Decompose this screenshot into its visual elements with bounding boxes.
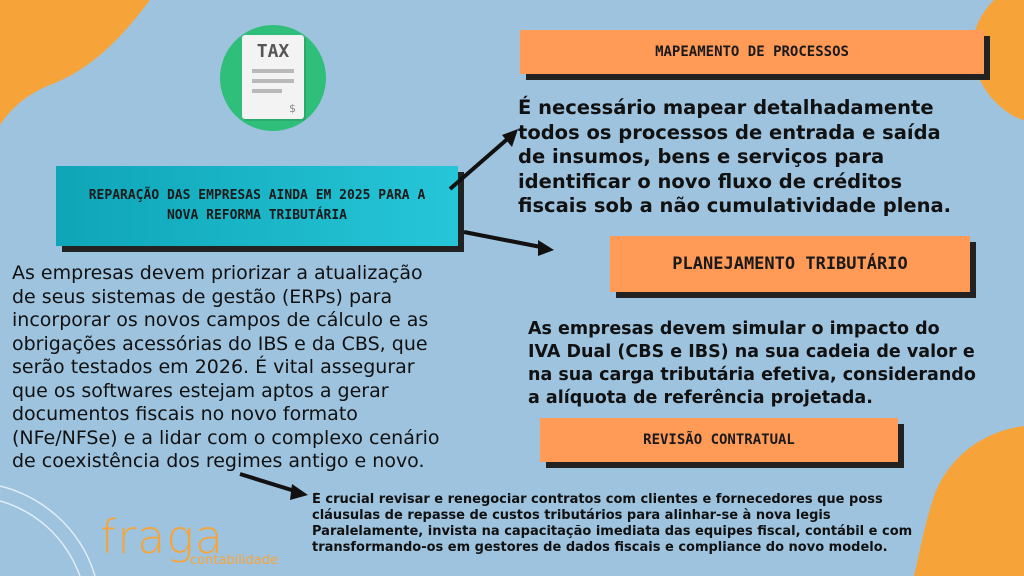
dollar-icon: $ — [289, 102, 296, 115]
section1-paragraph: É necessário mapear detalhadamente todos os processos de entrada e saída de insumos, bens e serviços para identificar o novo fluxo de créditos fiscais sob a não cumulatividade plena. — [518, 96, 952, 217]
tax-paper — [242, 35, 304, 119]
tax-label: TAX — [256, 41, 290, 62]
section2-paragraph: As empresas devem simular o impacto do IVA Dual (CBS e IBS) na sua cadeia de valor e na sua carga tributária efetiva, considerando a alíquota de referência projetada. — [528, 319, 976, 408]
fraga-logo-subtitle: contabilidade — [190, 553, 278, 568]
decorative-blob-top-left — [0, 0, 160, 130]
tax-lines — [252, 69, 294, 99]
left-line: que os softwares estejam aptos a gerar — [12, 379, 389, 402]
left-line: incorporar os novos campos de cálculo e as — [12, 309, 429, 331]
section2-title-box — [610, 236, 970, 292]
section1-title: MAPEAMENTO DE PROCESSOS — [655, 44, 849, 60]
section3-paragraph: É crucial revisar e renegociar contratos com clientes e fornecedores que poss cláusulas de repasse de custos tributários para alinhar-se à nova legis Paralelamente, invista na capacitação imediata das equipes fiscal, contábil e com transformando-os em gestores de dados fiscais e compliance do novo modelo. — [312, 492, 913, 555]
section1-title-box — [520, 30, 984, 74]
left-line: As empresas devem priorizar a atualização — [12, 262, 423, 284]
arrow-right-icon — [460, 220, 560, 260]
section3-title: REVISÃO CONTRATUAL — [643, 432, 795, 448]
center-title-box — [56, 166, 458, 246]
left-line: documentos fiscais no novo formato — [12, 403, 358, 425]
left-line: (NFe/NFSe) e a lidar com o complexo cenário — [12, 426, 440, 449]
section2-title: PLANEJAMENTO TRIBUTÁRIO — [672, 254, 908, 274]
left-paragraph — [12, 262, 502, 474]
left-line: de seus sistemas de gestão (ERPs) para — [12, 285, 393, 308]
section3-title-box — [540, 418, 898, 462]
left-line: de coexistência dos regimes antigo e novo. — [12, 450, 425, 472]
tax-document-icon — [220, 25, 326, 131]
center-title: REPARAÇÃO DAS EMPRESAS AINDA EM 2025 PARA A NOVA REFORMA TRIBUTÁRIA — [88, 188, 426, 223]
left-line: serão testados em 2026. É vital assegurar — [12, 356, 415, 378]
left-line: obrigações acessórias do IBS e da CBS, que — [12, 332, 428, 355]
arrow-up-right-icon — [446, 125, 526, 205]
fraga-logo: fraga — [100, 510, 225, 564]
